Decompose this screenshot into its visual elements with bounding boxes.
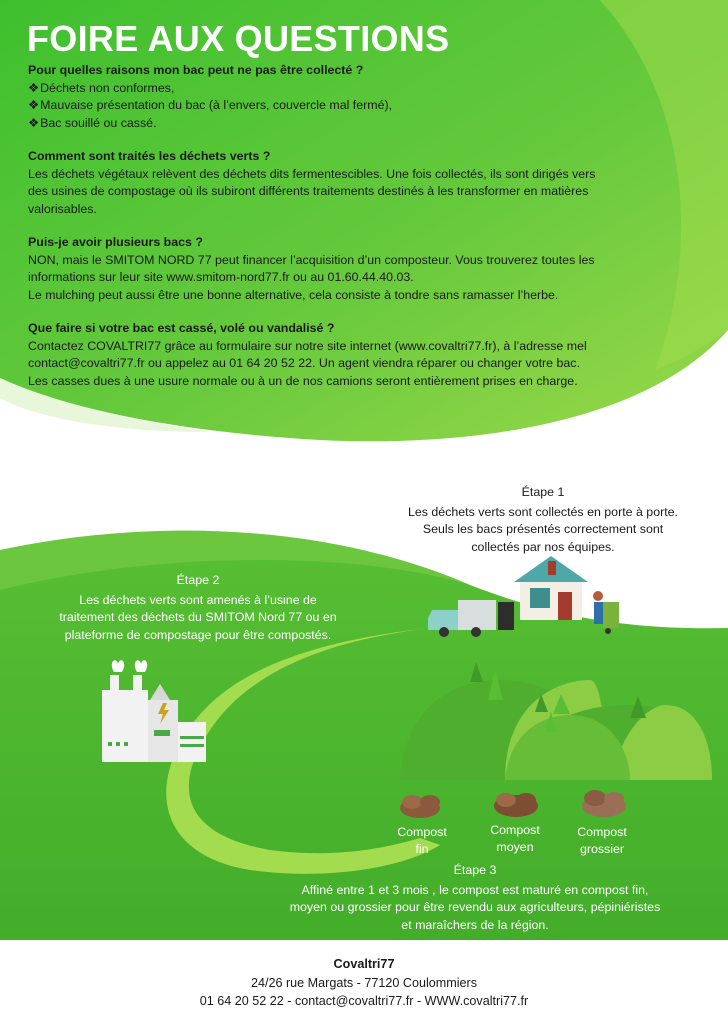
compost-label-line: grossier [579, 842, 625, 856]
faq-answer-line: Le mulching peut aussi être une bonne alternative, cela consiste à tondre sans ramasser l’herbe. [28, 287, 559, 302]
compost-label-fin [387, 824, 457, 858]
footer-org-name: Covaltri77 [333, 957, 395, 971]
step-line: Affiné entre 1 et 3 mois , le compost est maturé en compost fin, [301, 882, 649, 897]
step-1 [388, 484, 698, 556]
compost-label-line: Compost [490, 823, 540, 837]
faq-answer-line: valorisables. [28, 201, 97, 216]
faq-question: Puis-je avoir plusieurs bacs ? [28, 235, 203, 249]
compost-label-line: Compost [397, 825, 447, 839]
step-line: Les déchets verts sont collectés en porte à porte. [408, 504, 678, 519]
faq-item-bac-non-collecte [28, 62, 688, 132]
faq-bullet: ❖ Déchets non conformes, [28, 80, 688, 98]
faq-question: Comment sont traités les déchets verts ? [28, 149, 271, 163]
faq-answer-line: Contactez COVALTRI77 grâce au formulaire sur notre site internet (www.covaltri77.fr), à l’adresse mel [28, 338, 587, 353]
step-line: Seuls les bacs présentés correctement sont [422, 522, 664, 537]
house-icon [514, 556, 588, 620]
compost-label-line: moyen [496, 840, 534, 854]
compost-label-line: fin [415, 842, 429, 856]
step-2 [28, 572, 368, 644]
faq-question: Que faire si votre bac est cassé, volé ou vandalisé ? [28, 321, 335, 335]
step-line: et maraîchers de la région. [401, 917, 549, 932]
page-title: FOIRE AUX QUESTIONS [27, 18, 450, 59]
step-3 [240, 862, 710, 934]
faq-bullet: ❖ Bac souillé ou cassé. [28, 115, 688, 133]
footer [0, 955, 728, 1011]
faq-answer-line: informations sur leur site www.smitom-nord77.fr ou au 01.60.44.40.03. [28, 270, 414, 285]
step-heading: Étape 3 [453, 863, 497, 877]
faq-answer-line: Les casses dues à une usure normale ou à un de nos camions seront entièrement prises en charge. [28, 373, 578, 388]
step-heading: Étape 1 [521, 485, 565, 499]
faq-bullet: ❖ Mauvaise présentation du bac (à l’envers, couvercle mal fermé), [28, 97, 688, 115]
faq-answer-line: Les déchets végétaux relèvent des déchets dits fermentescibles. Une fois collectés, ils sont dirigés vers [28, 166, 596, 181]
step-heading: Étape 2 [176, 573, 220, 587]
compost-label-grossier [567, 824, 637, 858]
faq-question: Pour quelles raisons mon bac peut ne pas être collecté ? [28, 63, 364, 77]
faq-item-plusieurs-bacs [28, 234, 688, 304]
step-line: traitement des déchets du SMITOM Nord 77 ou en [59, 610, 337, 625]
compost-label-line: Compost [577, 825, 627, 839]
step-line: moyen ou grossier pour être revendu aux agriculteurs, pépiniéristes [289, 900, 661, 915]
faq-item-bac-casse [28, 320, 688, 390]
footer-contact: 01 64 20 52 22 - contact@covaltri77.fr - WWW.covaltri77.fr [199, 994, 529, 1008]
faq-answer-line: des usines de compostage où ils subiront différents traitements destinés à les transformer en matières [28, 184, 589, 199]
step-line: Les déchets verts sont amenés à l’usine de [79, 592, 317, 607]
step-line: collectés par nos équipes. [471, 539, 615, 554]
step-line: plateforme de compostage pour être compostés. [64, 627, 332, 642]
faq-answer-line: contact@covaltri77.fr ou appelez au 01 64 20 52 22. Un agent viendra réparer ou changer votre bac. [28, 356, 580, 371]
faq-item-dechets-verts [28, 148, 688, 218]
faq-answer-line: NON, mais le SMITOM NORD 77 peut financer l’acquisition d’un composteur. Vous trouverez toutes les [28, 252, 595, 267]
footer-address: 24/26 rue Margats - 77120 Coulommiers [250, 975, 478, 990]
compost-label-moyen [480, 822, 550, 856]
